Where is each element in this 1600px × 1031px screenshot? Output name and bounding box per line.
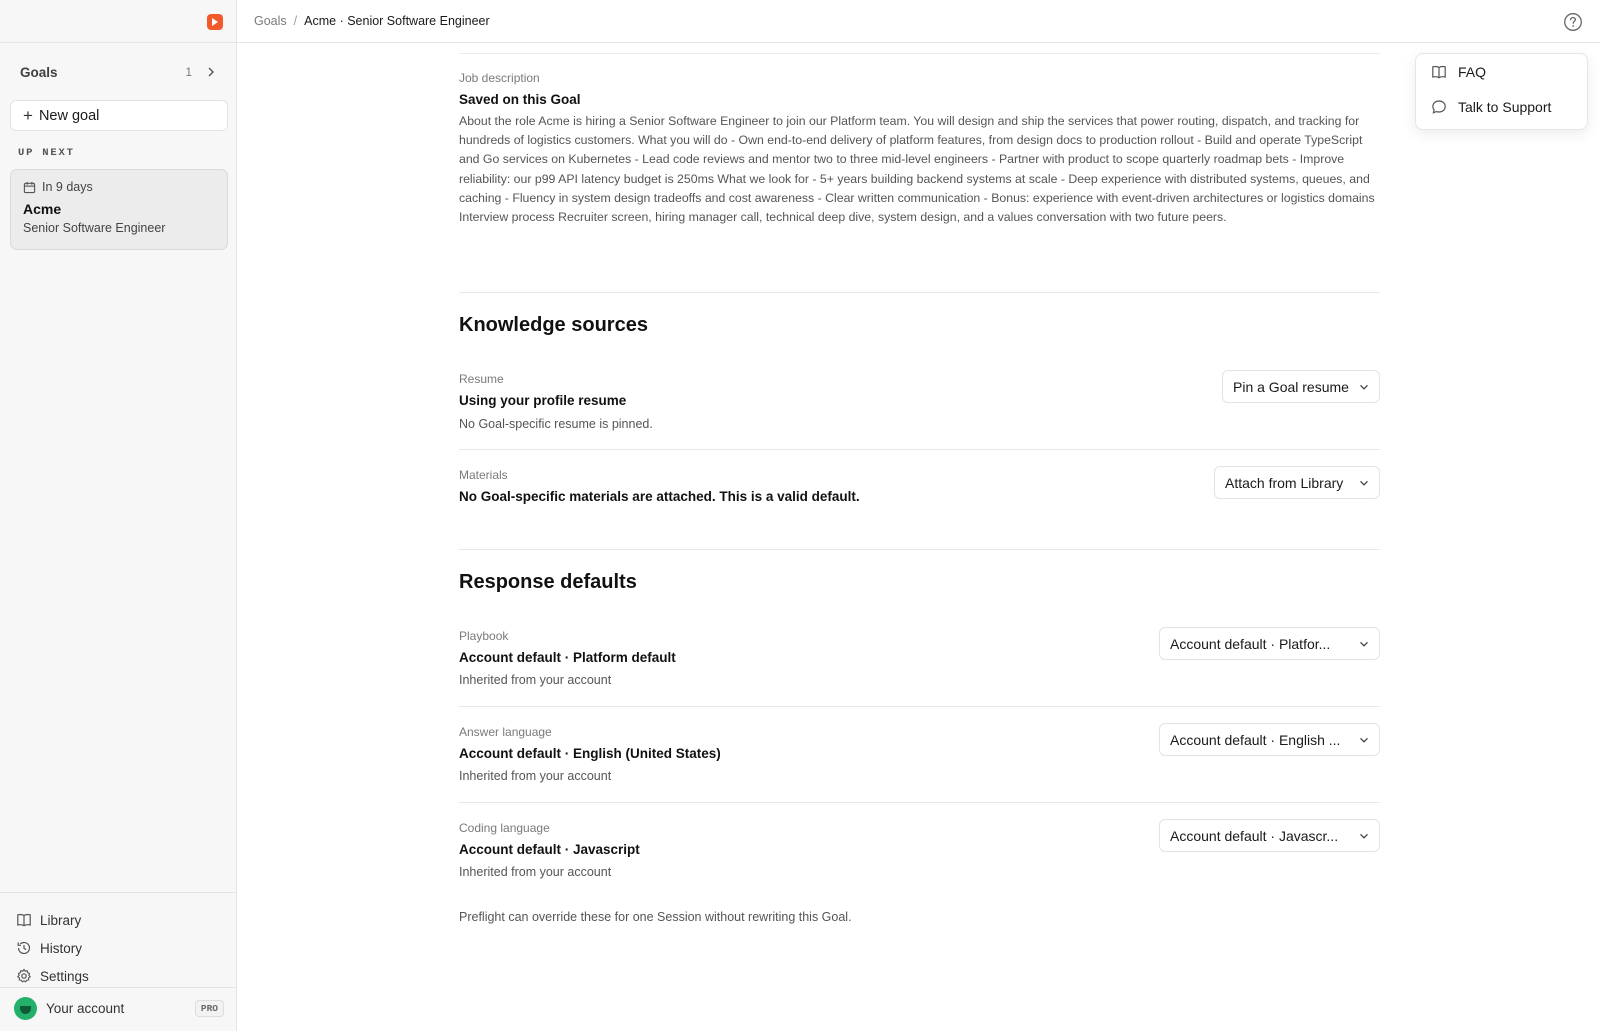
sidebar-item-library[interactable]	[16, 912, 81, 928]
sidebar-item-label: Library	[40, 912, 82, 928]
chevron-down-icon	[1359, 735, 1369, 745]
breadcrumb	[254, 14, 490, 28]
plan-badge: PRO	[195, 1000, 224, 1017]
account-divider	[0, 987, 237, 988]
attach-from-library-button[interactable]	[1214, 466, 1380, 499]
sidebar-item-history[interactable]	[16, 940, 82, 956]
goals-title: Goals	[20, 64, 58, 80]
avatar	[14, 997, 37, 1020]
new-goal-label: New goal	[38, 107, 100, 124]
menu-item-faq[interactable]	[1431, 64, 1486, 80]
chevron-down-icon	[1359, 639, 1369, 649]
resume-label: Resume	[459, 372, 504, 386]
job-description-label: Job description	[459, 71, 540, 85]
answer-language-select[interactable]	[1159, 723, 1380, 756]
pin-goal-resume-label: Pin a Goal resume	[1233, 378, 1349, 395]
sidebar	[0, 0, 237, 1031]
sidebar-top	[0, 0, 236, 43]
divider	[459, 53, 1380, 54]
coding-language-label: Coding language	[459, 821, 550, 835]
calendar-icon	[23, 181, 36, 194]
pin-goal-resume-button[interactable]	[1222, 370, 1380, 403]
book-icon	[16, 912, 32, 928]
response-defaults-heading: Response defaults	[459, 571, 637, 593]
answer-language-label: Answer language	[459, 725, 552, 739]
sidebar-item-settings[interactable]	[16, 968, 89, 984]
chat-bubble-icon	[1431, 99, 1447, 115]
knowledge-sources-heading: Knowledge sources	[459, 314, 648, 336]
resume-value: Using your profile resume	[459, 393, 627, 408]
up-next-heading: UP NEXT	[18, 147, 75, 159]
playbook-sub: Inherited from your account	[459, 673, 612, 687]
help-button[interactable]	[1563, 12, 1583, 32]
sidebar-divider	[0, 892, 237, 893]
help-circle-icon	[1563, 12, 1583, 32]
answer-language-value: Account default · English (United States)	[459, 746, 721, 761]
preflight-note: Preflight can override these for one Session without rewriting this Goal.	[459, 910, 852, 924]
divider	[459, 549, 1380, 550]
menu-item-label: FAQ	[1458, 64, 1487, 80]
top-bar	[237, 0, 1600, 43]
coding-language-sub: Inherited from your account	[459, 865, 612, 879]
breadcrumb-goals-link[interactable]: Goals	[254, 14, 287, 28]
account-button[interactable]	[14, 997, 224, 1020]
materials-value: No Goal-specific materials are attached. This is a valid default.	[459, 489, 860, 504]
divider	[459, 802, 1380, 803]
coding-language-select-value: Account default · Javascr...	[1170, 827, 1339, 844]
chevron-down-icon	[1359, 478, 1369, 488]
goal-card-role: Senior Software Engineer	[23, 221, 166, 235]
playbook-value: Account default · Platform default	[459, 650, 676, 665]
answer-language-sub: Inherited from your account	[459, 769, 612, 783]
goal-card-when	[23, 180, 215, 194]
goals-count: 1	[185, 65, 192, 79]
coding-language-select[interactable]	[1159, 819, 1380, 852]
divider	[459, 706, 1380, 707]
breadcrumb-current: Acme · Senior Software Engineer	[304, 14, 490, 28]
divider	[459, 292, 1380, 293]
goal-card-when-text: In 9 days	[42, 180, 93, 194]
menu-item-talk-to-support[interactable]	[1431, 99, 1551, 115]
book-icon	[1431, 64, 1447, 80]
menu-item-label: Talk to Support	[1458, 99, 1552, 115]
attach-from-library-label: Attach from Library	[1225, 474, 1344, 491]
goals-header[interactable]	[20, 64, 216, 80]
sidebar-item-label: Settings	[40, 968, 89, 984]
new-goal-button[interactable]	[10, 100, 228, 131]
app-logo-icon[interactable]	[207, 14, 223, 30]
playbook-select[interactable]	[1159, 627, 1380, 660]
playbook-select-value: Account default · Platfor...	[1170, 635, 1331, 652]
playbook-label: Playbook	[459, 629, 509, 643]
plus-icon: +	[23, 106, 33, 125]
chevron-down-icon	[1359, 831, 1369, 841]
chevron-right-icon[interactable]	[206, 64, 216, 80]
answer-language-select-value: Account default · English ...	[1170, 731, 1341, 748]
gear-icon	[16, 968, 32, 984]
breadcrumb-separator: /	[293, 14, 298, 28]
history-icon	[16, 940, 32, 956]
job-description-text: About the role Acme is hiring a Senior Software Engineer to join our Platform team. You will design and ship the services that power routing, dispatch, and tracking for hundreds of logistics customers. What you will do - Own end-to-end delivery of platform features, from design docs to production rollout - Build and operate TypeScript and Go services on Kubernetes - Lead code reviews and mentor two to three mid-level engineers - Partner with product to scope quarterly roadmap bets - Improve reliability: our p99 API latency budget is 250ms What we look for - 5+ years building backend systems at scale - Deep experience with distributed systems, queues, and caching - Fluency in system design tradeoffs and cost awareness - Clear written communication - Bonus: experience with event-driven architectures or logistics domains Interview process Recruiter screen, hiring manager call, technical deep dive, system design, and a values conversation with two future peers.	[459, 114, 1375, 225]
help-menu	[1415, 53, 1588, 130]
chevron-down-icon	[1359, 382, 1369, 392]
divider	[459, 449, 1380, 450]
job-description-status: Saved on this Goal	[459, 92, 581, 107]
goal-card-company: Acme	[23, 201, 62, 217]
goal-card[interactable]	[10, 169, 228, 250]
account-name: Your account	[46, 1001, 125, 1016]
sidebar-item-label: History	[40, 940, 83, 956]
coding-language-value: Account default · Javascript	[459, 842, 640, 857]
materials-label: Materials	[459, 468, 508, 482]
resume-sub: No Goal-specific resume is pinned.	[459, 417, 653, 431]
